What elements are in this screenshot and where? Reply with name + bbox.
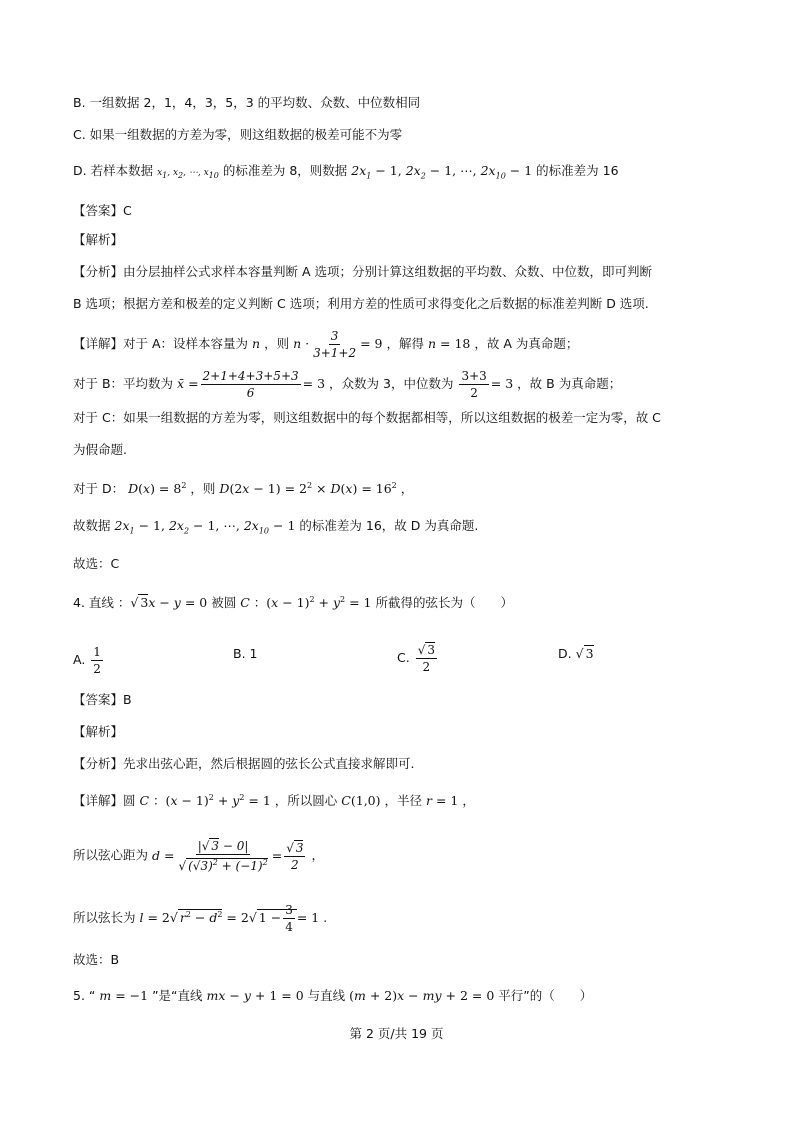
q5-stem-mid1: ”是“直线 [152,988,203,1003]
formula-mean: x̄ = $\frac{2+1+4+3+5+3}{6}$ = 3 [177,369,326,400]
q3-detail-b-prefix: 对于 B：平均数为 [73,376,174,391]
q3-detail-d-end: ， [400,481,414,497]
q4-option-c [397,642,439,675]
formula-sample: $x_1$, $x_2$, ⋯, $x_{10}$ [157,168,219,180]
q4-answer: 【答案】B [73,692,132,707]
q3-detail-b-end: ，故 B 为真命题； [517,376,622,391]
q4-fenxi: 【分析】先求出弦心距，然后根据圆的弦长公式直接求解即可. [73,756,415,771]
formula-sqrt3-over-2: $\frac{√ 3}{2}$ [417,643,435,674]
q4-distance [73,838,324,874]
q4-distance-end: ， [311,847,324,863]
q4-detail-mid: ，所以圆心 [274,793,338,809]
formula-center: C(1,0) [341,793,381,809]
formula-radius: r = 1 [425,793,459,809]
formula-transformed-data-2: $2x_1 - 1$, $2x_2 - 1$, ⋯, $2x_{10} - 1$ [114,518,296,536]
q4-choose: 故选：B [73,952,120,967]
q5-stem [73,986,592,1006]
option-d [73,161,619,187]
q4-stem-mid: 被圆 [211,595,237,611]
formula-variance-transformed: $D(2x - 1) = 2^2 \times D(x) = 16^2$ [219,481,397,497]
formula-n-value: n = 18 [427,336,471,351]
formula-chord-length: l = 2√ $r^2 - d^2 = 2√$ 1 − $\frac{3}{4}$ = 1 [139,903,320,934]
q5-stem-suffix: 平行”的（ ） [498,988,593,1003]
formula-sample-size: n · $\frac{3}{3+1+2}$ = 9 [293,329,383,360]
q4-option-a [73,644,105,677]
q3-fenxi-line1: 【分析】由分层抽样公式求样本容量判断 A 选项；分别计算这组数据的平均数、众数、中位数，即可判断 [73,264,652,279]
q4-option-a-label: A. [73,652,86,667]
q3-detail-a-mid: ，则 [264,336,290,351]
q4-option-d-label: D. [558,646,572,661]
formula-circle-2: C ：$(x - 1)^2 + y^2 = 1$ [139,793,271,809]
q3-choose: 故选：C [73,556,120,571]
q4-detail-mid2: ，半径 [384,793,422,809]
formula-transformed-data: $2x_1 - 1$, $2x_2 - 1$, ⋯, $2x_{10} - 1$ [351,163,533,181]
option-d-middle: 的标准差为 8，则数据 [222,163,348,178]
formula-variance: $D(x) = 8^2$ [128,481,187,497]
q3-jiexi: 【解析】 [73,232,124,247]
q3-fenxi-line2: B 选项；根据方差和极差的定义判断 C 选项；利用方差的性质可求得变化之后数据的标准差判断 D 选项. [73,296,649,311]
q3-detail-c-line2: 为假命题. [73,442,127,457]
q3-detail-b-mid: ，众数为 3，中位数为 [329,376,454,391]
q4-detail-end: ， [462,793,475,809]
page-footer: 第 2 页/共 19 页 [349,1026,444,1041]
formula-n: n [252,336,261,351]
q3-conclusion-suffix: 的标准差为 16，故 D 为真命题. [299,518,479,533]
q5-stem-mid2: 与直线 [307,988,346,1003]
q4-stem [73,590,513,613]
q4-option-d [558,644,594,664]
q3-detail-a-post: ，解得 [386,336,424,351]
q3-detail-d-mid: ，则 [190,481,216,497]
q4-option-b: B. 1 [233,646,258,661]
q4-chord-end: . [323,910,328,925]
q3-detail-a [73,328,578,361]
q3-detail-b [73,368,621,401]
q3-detail-a-prefix: 【详解】对于 A：设样本容量为 [73,336,249,351]
q4-stem-prefix: 4. 直线 [73,595,114,611]
option-d-prefix: D. 若样本数据 [73,163,154,178]
formula-line1: mx − y + 1 = 0 [206,988,304,1003]
q4-jiexi: 【解析】 [73,724,124,739]
formula-median: $\frac{3+3}{2}$ = 3 [461,369,514,400]
q3-detail-c-line1: 对于 C：如果一组数据的方差为零，则这组数据中的每个数据都相等，所以这组数据的极差一定为零，故 C [73,410,661,425]
q4-detail [73,788,475,811]
q4-option-c-label: C. [397,650,410,665]
q4-detail-prefix: 【详解】圆 [73,793,136,809]
q3-conclusion [73,516,478,542]
option-d-suffix: 的标准差为 16 [536,163,619,178]
q5-stem-prefix: 5. “ [73,988,96,1003]
q4-chord [73,902,327,935]
q4-stem-suffix: 所截得的弦长为（ ） [375,595,514,611]
option-b: B. 一组数据 2，1，4，3，5，3 的平均数、众数、中位数相同 [73,95,421,110]
q3-detail-d [73,476,413,499]
q3-conclusion-prefix: 故数据 [73,518,111,533]
formula-sqrt3: √ 3 [575,646,594,661]
q3-answer: 【答案】C [73,203,132,218]
q3-detail-a-end: ，故 A 为真命题； [474,336,579,351]
formula-circle: C ：$(x - 1)^2 + y^2 = 1$ [240,595,372,611]
option-c: C. 如果一组数据的方差为零，则这组数据的极差可能不为零 [73,127,403,142]
formula-m-value: m = −1 [99,988,149,1003]
q3-detail-d-prefix: 对于 D： [73,481,125,497]
formula-line: ：√ 3x − y = 0 [117,595,208,611]
formula-line2: (m + 2)x − my + 2 = 0 [349,988,495,1003]
q4-chord-prefix: 所以弦长为 [73,910,136,925]
q4-distance-prefix: 所以弦心距为 [73,847,149,863]
formula-distance: d = $\frac{|√ 3 - 0|}{√ (√3)^2 + (-1)^2}$ = $\frac{√ 3}{2}$ [152,839,304,873]
formula-one-half: $\frac{1}{2}$ [93,645,101,676]
